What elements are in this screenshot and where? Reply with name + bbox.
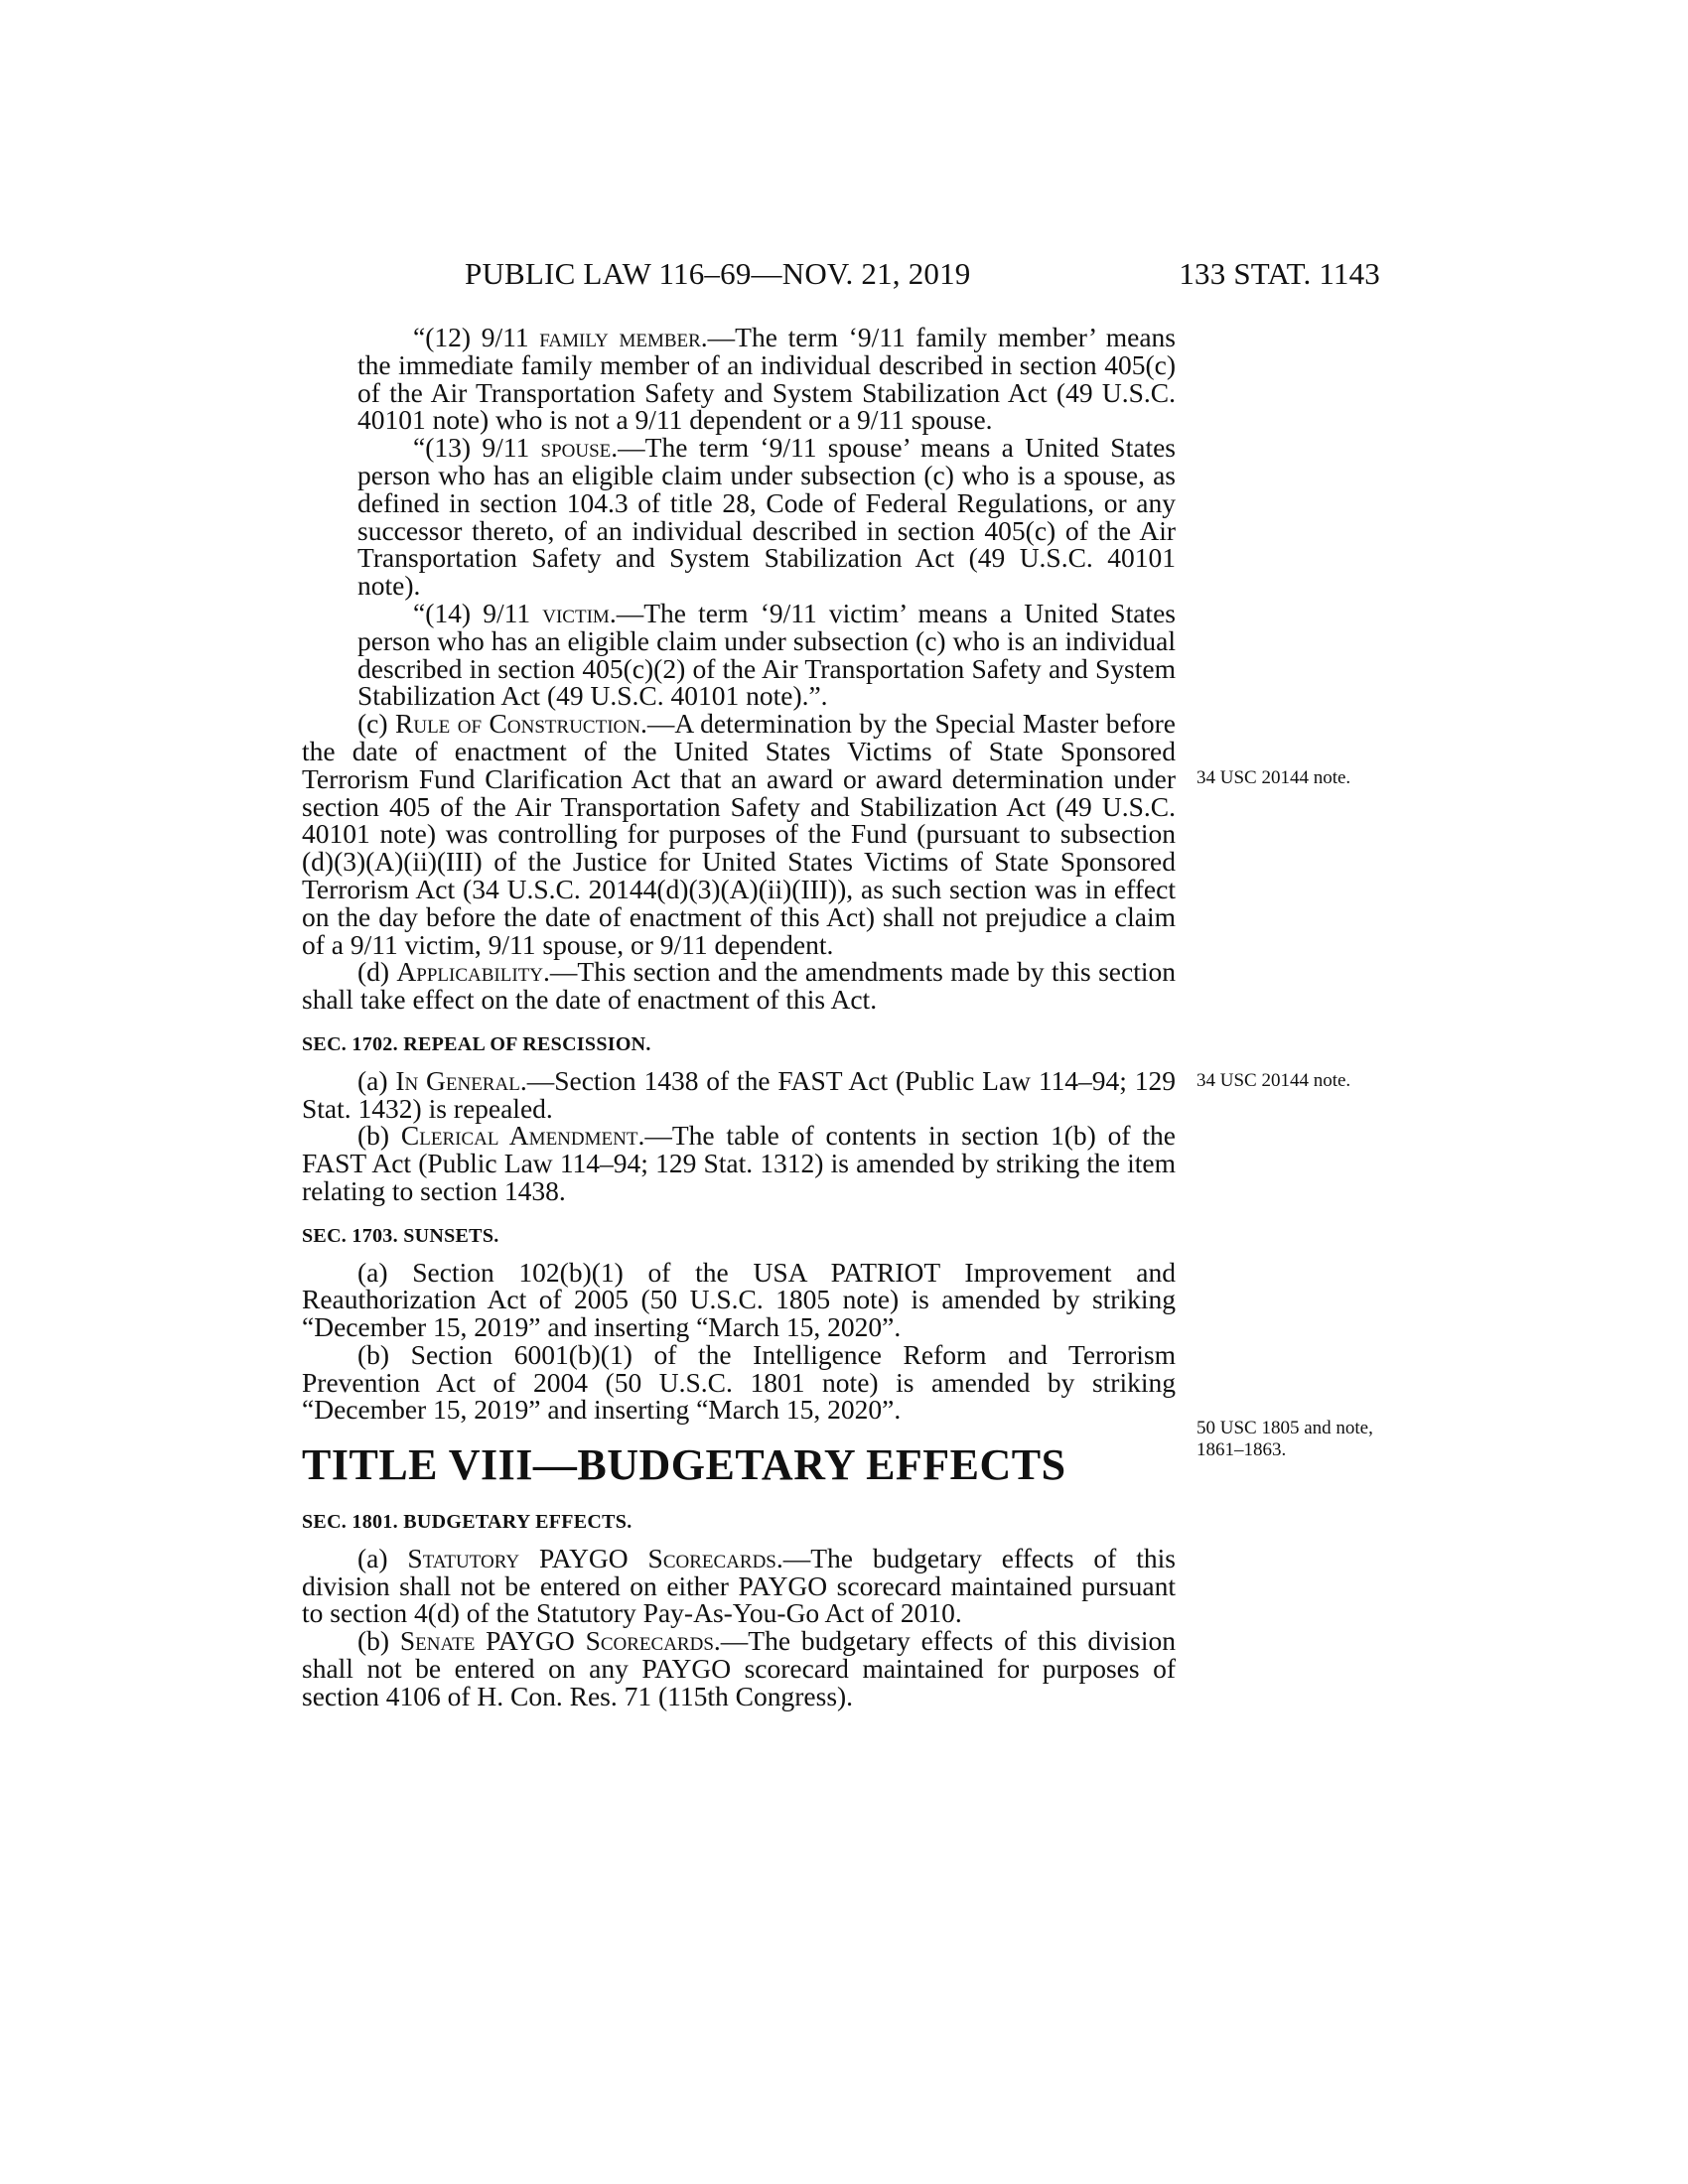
subsection-letter: (b)	[357, 1625, 400, 1657]
margin-note-usc-citation: 50 USC 1805 and note, 1861–1863.	[1196, 1418, 1373, 1460]
paragraph-text: .—The term ‘9/11 family member’ means the immediate family member of an individual described in section 405(c) of the Air Transportation Safety and System Stabilization Act (49 U.S.C. 40101 note) who is not a 9/11 dependent or a 9/11 spouse.	[357, 322, 1176, 436]
paragraph-heading: victim	[542, 597, 610, 628]
margin-note-usc-citation: 34 USC 20144 note.	[1196, 1070, 1351, 1091]
subsection-text: .—The budgetary effects of this division shall not be entered on either PAYGO scorecard maintained pursuant to section 4(d) of the Statutory Pay-As-You-Go Act of 2010.	[302, 1542, 1176, 1629]
section-1801-heading: SEC. 1801. BUDGETARY EFFECTS.	[302, 1511, 633, 1534]
definition-paragraph-12	[302, 324, 1176, 434]
paragraph-heading: family member	[539, 322, 701, 352]
subsection-letter: (c)	[357, 708, 396, 740]
section-1702-subsection-a	[302, 1064, 1176, 1124]
subsection-heading: Applicability	[396, 956, 544, 988]
section-1801-subsection-b	[302, 1627, 1176, 1709]
section-1702-subsection-b	[302, 1122, 1176, 1204]
public-law-citation: PUBLIC LAW 116–69—NOV. 21, 2019	[465, 256, 971, 291]
paragraph-text: .—The term ‘9/11 victim’ means a United States person who has an eligible claim under subsection (c) who is an individual described in section 405(c)(2) of the Air Transportation Safety and System Stabilization Act (49 U.S.C. 40101 note).”.	[357, 597, 1176, 712]
section-1801-subsection-a	[302, 1542, 1176, 1629]
statute-page-number: 133 STAT. 1143	[1179, 256, 1380, 291]
section-1703-heading: SEC. 1703. SUNSETS.	[302, 1224, 499, 1247]
subsection-heading: In General	[395, 1064, 520, 1096]
paragraph-number: “(13) 9/11	[413, 432, 541, 464]
subsection-letter: (d)	[357, 956, 397, 988]
subsection-heading: Senate PAYGO Scorecards	[399, 1625, 714, 1657]
paragraph-heading: spouse	[540, 432, 612, 464]
title-viii-heading: TITLE VIII—BUDGETARY EFFECTS	[302, 1440, 1066, 1490]
margin-note-usc-citation: 34 USC 20144 note.	[1196, 767, 1351, 788]
document-body	[302, 324, 1176, 1710]
definition-paragraph-14	[302, 597, 1176, 712]
subsection-text: .—The budgetary effects of this division shall not be entered on any PAYGO scorecard maintained for purposes of section 4106 of H. Con. Res. 71 (115th Congress).	[302, 1625, 1176, 1711]
section-1703-subsection-a: (a) Section 102(b)(1) of the USA PATRIOT Improvement and Reauthorization Act of 2005 (50 U.S.C. 1805 note) is amended by striking “December 15, 2019” and inserting “March 15, 2020”.	[302, 1256, 1176, 1343]
subsection-heading: Rule of Construction	[395, 708, 640, 740]
subsection-text: .—The table of contents in section 1(b) of the FAST Act (Public Law 114–94; 129 Stat. 1312) is amended by striking the item relating to section 1438.	[302, 1120, 1176, 1206]
paragraph-text: .—The term ‘9/11 spouse’ means a United States person who has an eligible claim under subsection (c) who is a spouse, as defined in section 104.3 of title 28, Code of Federal Regulations, or any successor thereto, of an individual described in section 405(c) of the Air Transportation Safety and System Stabilization Act (49 U.S.C. 40101 note).	[357, 432, 1176, 602]
paragraph-number: “(12) 9/11	[413, 322, 540, 352]
subsection-letter: (a)	[357, 1542, 408, 1573]
subsection-text: .—This section and the amendments made by this section shall take effect on the date of enactment of this Act.	[302, 956, 1176, 1016]
subsection-text: .—A determination by the Special Master before the date of enactment of the United States Victims of State Sponsored Terrorism Fund Clarification Act that an award or award determination under section 405 of the Air Transportation Safety and Stabilization Act (49 U.S.C. 40101 note) was controlling for purposes of the Fund (pursuant to subsection (d)(3)(A)(ii)(III) of the Justice for United States Victims of State Sponsored Terrorism Act (34 U.S.C. 20144(d)(3)(A)(ii)(III)), as such section was in effect on the day before the date of enactment of this Act) shall not prejudice a claim of a 9/11 victim, 9/11 spouse, or 9/11 dependent.	[302, 708, 1176, 960]
section-1703-subsection-b: (b) Section 6001(b)(1) of the Intelligence Reform and Terrorism Prevention Act of 2004 (50 U.S.C. 1801 note) is amended by striking “December 15, 2019” and inserting “March 15, 2020”.	[302, 1338, 1176, 1426]
subsection-heading: Statutory PAYGO Scorecards	[407, 1542, 776, 1573]
subsection-text: .—Section 1438 of the FAST Act (Public Law 114–94; 129 Stat. 1432) is repealed.	[302, 1064, 1176, 1124]
paragraph-number: “(14) 9/11	[413, 597, 543, 628]
section-1702-heading: SEC. 1702. REPEAL OF RESCISSION.	[302, 1032, 651, 1055]
subsection-letter: (a)	[357, 1064, 396, 1096]
subsection-letter: (b)	[357, 1120, 401, 1152]
subsection-d-applicability	[302, 958, 1176, 1014]
subsection-c-rule-of-construction	[302, 710, 1176, 958]
definition-paragraph-13	[302, 434, 1176, 600]
subsection-heading: Clerical Amendment	[400, 1120, 638, 1152]
